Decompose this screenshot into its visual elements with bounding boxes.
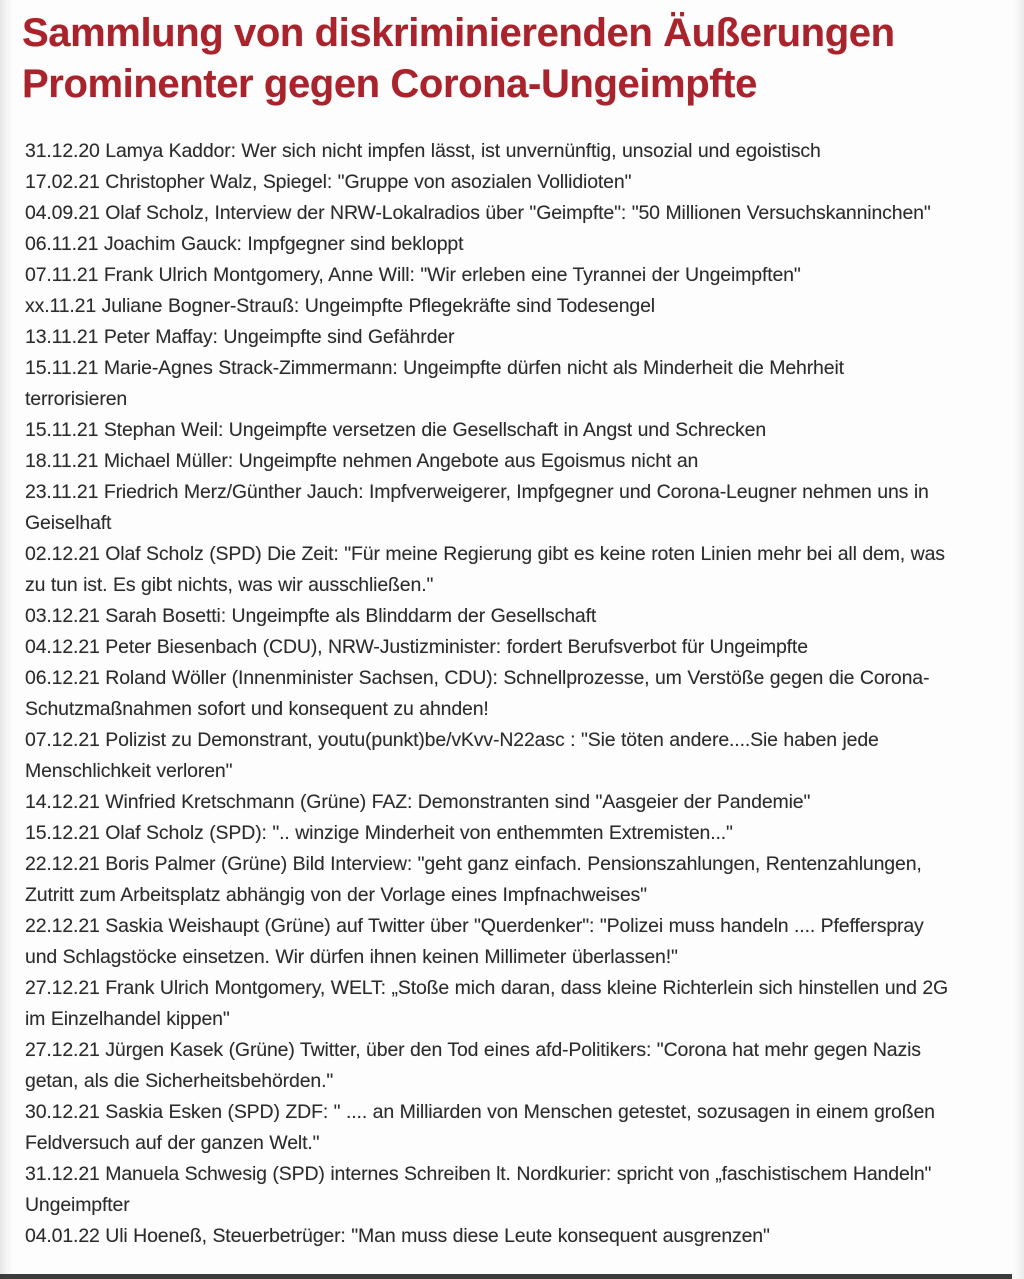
- quote-entry: 22.12.21 Boris Palmer (Grüne) Bild Interview: "geht ganz einfach. Pensionszahlungen, Rentenzahlungen, Zutritt zum Arbeitsplatz abhängig von der Vorlage eines Impfnachweises": [25, 853, 922, 906]
- quote-entry: 27.12.21 Frank Ulrich Montgomery, WELT: „Stoße mich daran, dass kleine Richterlein sich hinstellen und 2G im Einzelhandel kippen": [25, 977, 949, 1030]
- quote-entry: 03.12.21 Sarah Bosetti: Ungeimpfte als Blinddarm der Gesellschaft: [25, 605, 597, 627]
- quote-entry: 31.12.20 Lamya Kaddor: Wer sich nicht impfen lässt, ist unvernünftig, unsozial und egoistisch: [25, 140, 821, 162]
- quote-entry: 04.01.22 Uli Hoeneß, Steuerbetrüger: "Man muss diese Leute konsequent ausgrenzen": [25, 1225, 770, 1247]
- quote-entry: 18.11.21 Michael Müller: Ungeimpfte nehmen Angebote aus Egoismus nicht an: [25, 450, 699, 472]
- page-title-line-1: Sammlung von diskriminierenden Äußerungen: [22, 11, 895, 55]
- quote-entry: 30.12.21 Saskia Esken (SPD) ZDF: " .... an Milliarden von Menschen getestet, sozusagen in einem großen Feldversuch auf der ganzen Welt.": [25, 1101, 935, 1154]
- quote-entry: 27.12.21 Jürgen Kasek (Grüne) Twitter, über den Tod eines afd-Politikers: "Corona hat mehr gegen Nazis getan, als die Sicherheitsbehörden.": [25, 1039, 921, 1092]
- quote-entry: 15.11.21 Stephan Weil: Ungeimpfte versetzen die Gesellschaft in Angst und Schrecken: [25, 419, 767, 441]
- quote-entry: 07.12.21 Polizist zu Demonstrant, youtu(punkt)be/vKvv-N22asc : "Sie töten andere....Sie haben jede Menschlichkeit verloren": [25, 729, 879, 782]
- quote-entry: 02.12.21 Olaf Scholz (SPD) Die Zeit: "Für meine Regierung gibt es keine roten Linien mehr bei all dem, was zu tun ist. Es gibt nichts, was wir ausschließen.": [25, 543, 945, 596]
- quote-entry: 06.11.21 Joachim Gauck: Impfgegner sind bekloppt: [25, 233, 464, 255]
- quote-entry: 04.09.21 Olaf Scholz, Interview der NRW-Lokalradios über "Geimpfte": "50 Millionen Versuchskanninchen": [25, 202, 931, 224]
- quote-entry: 15.11.21 Marie-Agnes Strack-Zimmermann: Ungeimpfte dürfen nicht als Minderheit die Mehrheit terrorisieren: [25, 357, 844, 410]
- quote-entry: 07.11.21 Frank Ulrich Montgomery, Anne Will: "Wir erleben eine Tyrannei der Ungeimpften": [25, 264, 801, 286]
- quote-entry: 22.12.21 Saskia Weishaupt (Grüne) auf Twitter über "Querdenker": "Polizei muss handeln .... Pfefferspray und Schlagstöcke einsetzen. Wir dürfen ihnen keinen Millimeter überlassen!": [25, 915, 924, 968]
- quote-entry: 06.12.21 Roland Wöller (Innenminister Sachsen, CDU): Schnellprozesse, um Verstöße gegen die Corona-Schutzmaßnahmen sofort und konsequent zu ahnden!: [25, 667, 930, 720]
- quote-entry: 23.11.21 Friedrich Merz/Günther Jauch: Impfverweigerer, Impfgegner und Corona-Leugner nehmen uns in Geiselhaft: [25, 481, 929, 534]
- quote-entry: 13.11.21 Peter Maffay: Ungeimpfte sind Gefährder: [25, 326, 455, 348]
- quote-entry: 14.12.21 Winfried Kretschmann (Grüne) FAZ: Demonstranten sind "Aasgeier der Pandemie": [25, 791, 811, 813]
- quote-entry: 04.12.21 Peter Biesenbach (CDU), NRW-Justizminister: fordert Berufsverbot für Ungeimpfte: [25, 636, 808, 658]
- page-title: [22, 8, 1012, 110]
- quote-entry: xx.11.21 Juliane Bogner-Strauß: Ungeimpfte Pflegekräfte sind Todesengel: [25, 295, 655, 317]
- page-title-line-2: Prominenter gegen Corona-Ungeimpfte: [22, 62, 757, 106]
- quote-list: [25, 136, 950, 1252]
- quote-entry: 31.12.21 Manuela Schwesig (SPD) internes Schreiben lt. Nordkurier: spricht von „faschistischem Handeln" Ungeimpfter: [25, 1163, 932, 1216]
- bottom-rule: [0, 1274, 1024, 1279]
- quote-entry: 17.02.21 Christopher Walz, Spiegel: "Gruppe von asozialen Vollidioten": [25, 171, 632, 193]
- quote-entry: 15.12.21 Olaf Scholz (SPD): ".. winzige Minderheit von enthemmten Extremisten...": [25, 822, 733, 844]
